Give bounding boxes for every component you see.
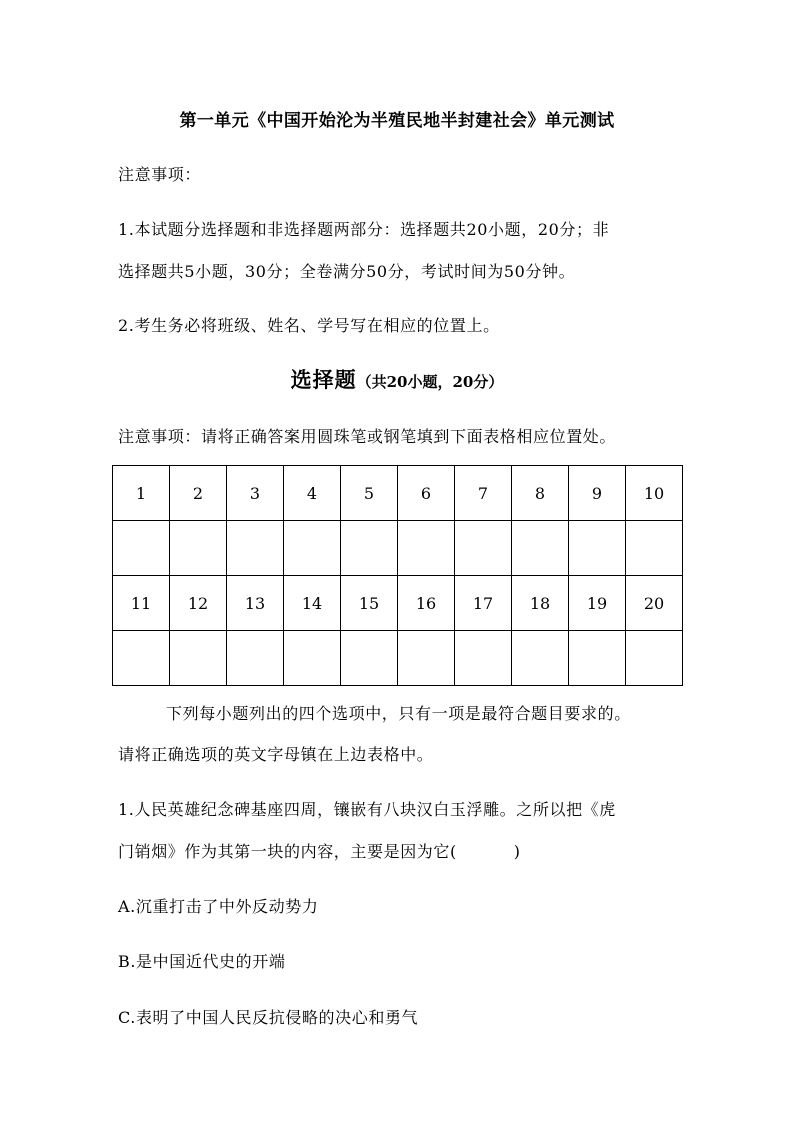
question-1-line-1: 1.人民英雄纪念碑基座四周，镶嵌有八块汉白玉浮雕。之所以把《虎 — [118, 800, 616, 819]
answer-cell[interactable] — [170, 521, 227, 576]
answer-cell[interactable] — [455, 631, 512, 686]
question-number-cell: 5 — [341, 466, 398, 521]
section-heading-subtitle: （共20小题，20分） — [356, 373, 504, 391]
answer-cell[interactable] — [512, 631, 569, 686]
question-number-cell: 10 — [626, 466, 683, 521]
answer-cell[interactable] — [227, 631, 284, 686]
question-1-option-c: C.表明了中国人民反抗侵略的决心和勇气 — [118, 1008, 419, 1027]
answer-cell[interactable] — [398, 631, 455, 686]
instruction-line-2: 请将正确选项的英文字母镇在上边表格中。 — [118, 745, 434, 764]
question-number-cell: 13 — [227, 576, 284, 631]
table-row — [113, 631, 683, 686]
notice-item-1-line-2: 选择题共5小题，30分；全卷满分50分，考试时间为50分钟。 — [118, 262, 576, 281]
notice-item-1-line-1: 1.本试题分选择题和非选择题两部分：选择题共20小题，20分；非 — [118, 220, 610, 239]
question-number-cell: 12 — [170, 576, 227, 631]
question-number-cell: 17 — [455, 576, 512, 631]
section-heading-title: 选择题 — [290, 367, 357, 392]
answer-cell[interactable] — [626, 521, 683, 576]
question-number-cell: 16 — [398, 576, 455, 631]
answer-cell[interactable] — [569, 631, 626, 686]
answer-cell[interactable] — [398, 521, 455, 576]
question-number-cell: 8 — [512, 466, 569, 521]
answer-cell[interactable] — [569, 521, 626, 576]
question-number-cell: 9 — [569, 466, 626, 521]
answer-cell[interactable] — [455, 521, 512, 576]
question-number-cell: 11 — [113, 576, 170, 631]
table-row — [113, 521, 683, 576]
answer-notice: 注意事项：请将正确答案用圆珠笔或钢笔填到下面表格相应位置处。 — [118, 427, 617, 446]
page-title: 第一单元《中国开始沦为半殖民地半封建社会》单元测试 — [179, 111, 615, 131]
notice-item-2: 2.考生务必将班级、姓名、学号写在相应的位置上。 — [118, 316, 500, 335]
question-number-cell: 6 — [398, 466, 455, 521]
answer-cell[interactable] — [284, 631, 341, 686]
answer-cell[interactable] — [227, 521, 284, 576]
question-number-cell: 20 — [626, 576, 683, 631]
answer-cell[interactable] — [113, 521, 170, 576]
question-number-cell: 14 — [284, 576, 341, 631]
answer-cell[interactable] — [626, 631, 683, 686]
answer-cell[interactable] — [284, 521, 341, 576]
answer-table — [112, 465, 683, 686]
question-number-cell: 1 — [113, 466, 170, 521]
question-number-cell: 19 — [569, 576, 626, 631]
table-row — [113, 576, 683, 631]
question-1-option-a: A.沉重打击了中外反动势力 — [118, 897, 319, 916]
answer-cell[interactable] — [512, 521, 569, 576]
notice-heading: 注意事项： — [118, 165, 202, 184]
question-number-cell: 18 — [512, 576, 569, 631]
question-number-cell: 4 — [284, 466, 341, 521]
section-heading — [0, 364, 794, 394]
question-number-cell: 15 — [341, 576, 398, 631]
question-number-cell: 3 — [227, 466, 284, 521]
question-number-cell: 2 — [170, 466, 227, 521]
question-1-line-2: 门销烟》作为其第一块的内容，主要是因为它( ) — [118, 842, 521, 861]
answer-cell[interactable] — [341, 521, 398, 576]
answer-cell[interactable] — [341, 631, 398, 686]
instruction-line-1: 下列每小题列出的四个选项中，只有一项是最符合题目要求的。 — [166, 704, 631, 723]
table-row — [113, 466, 683, 521]
answer-cell[interactable] — [113, 631, 170, 686]
question-number-cell: 7 — [455, 466, 512, 521]
answer-cell[interactable] — [170, 631, 227, 686]
question-1-option-b: B.是中国近代史的开端 — [118, 952, 286, 971]
